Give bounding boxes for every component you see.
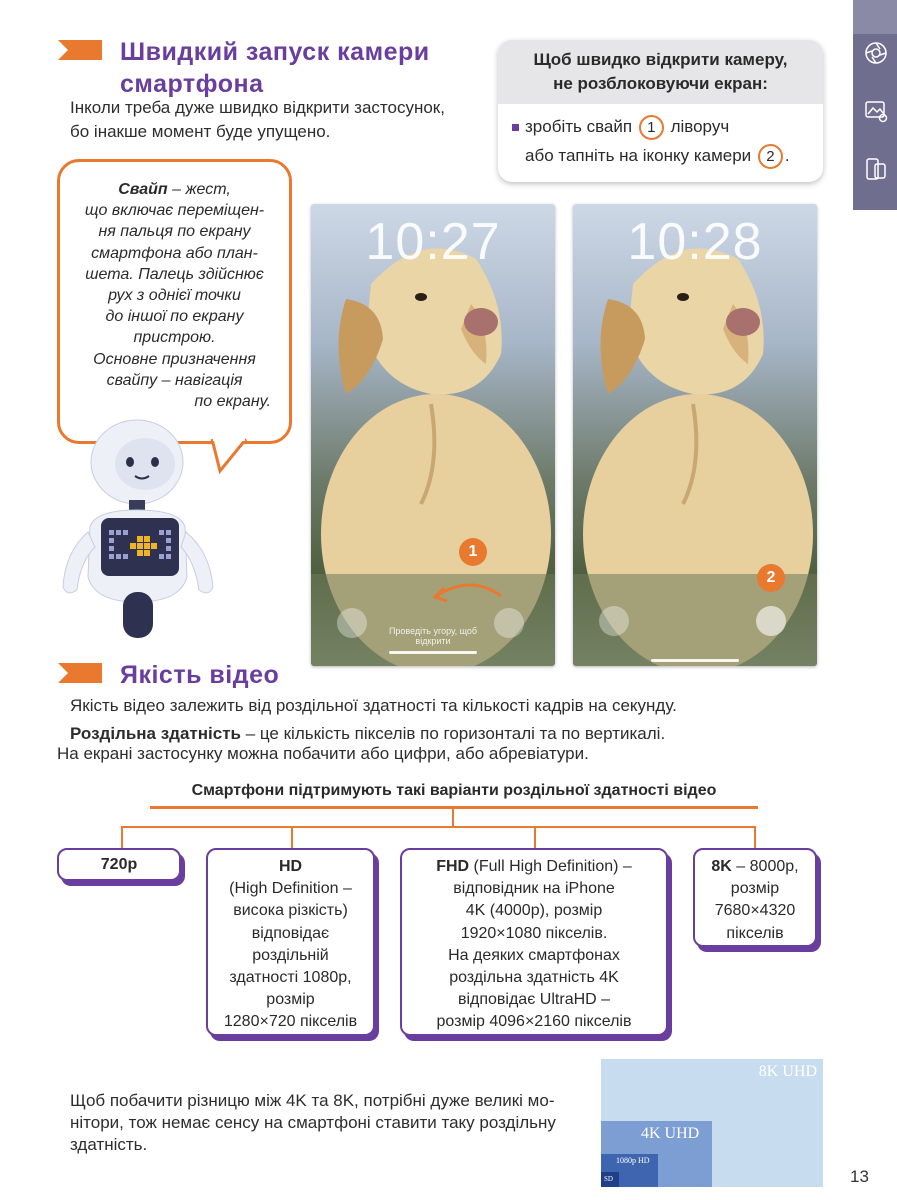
- tree-title: Смартфони підтримують такі варіанти роздільної здатності відео: [191, 782, 717, 799]
- video-quality-paragraph: [70, 694, 790, 718]
- tree-connector: [534, 826, 536, 848]
- definition-line: до іншої по екрану: [105, 308, 244, 326]
- paragraph-line: здатність.: [70, 1135, 148, 1154]
- camera-icon[interactable]: [756, 606, 786, 636]
- instruction-text: ліворуч: [670, 117, 730, 136]
- step-number-badge: 2: [758, 144, 783, 169]
- tree-branch: [121, 826, 755, 828]
- instruction-text: .: [784, 146, 790, 165]
- resolution-box-720p: [57, 848, 181, 881]
- dog-photo: [573, 204, 817, 666]
- paragraph-line: На екрані застосунку можна побачити або цифри, або абревіатури.: [57, 744, 589, 763]
- home-indicator[interactable]: [651, 659, 739, 662]
- label-hd: 1080p HD: [616, 1156, 650, 1165]
- definition-term: Свайп: [118, 181, 168, 198]
- page-number: 13: [850, 1167, 869, 1186]
- intro-paragraph: [70, 96, 445, 144]
- swipe-hint: Проведіть угору, щоб відкрити: [388, 626, 478, 646]
- resolution-name: FHD: [436, 858, 470, 875]
- section-title: Якість відео: [120, 661, 280, 689]
- camera-aperture-icon: [863, 40, 889, 66]
- definition-line: – жест,: [167, 181, 231, 198]
- resolution-comparison-graphic: [601, 1059, 823, 1187]
- resolution-line: пікселів: [726, 924, 784, 942]
- instruction-text: або тапніть на іконку камери: [525, 146, 752, 165]
- resolution-line: роздільна здатність 4K: [449, 969, 619, 987]
- instruction-step-line: [512, 114, 823, 140]
- resolution-line: висока різкість): [233, 902, 348, 920]
- paragraph-line: Щоб побачити різницю між 4K та 8K, потрібні дуже великі мо-: [70, 1091, 555, 1110]
- resolution-line: розмір: [266, 991, 315, 1009]
- section-title: [120, 36, 430, 100]
- flashlight-icon[interactable]: [599, 606, 629, 636]
- footer-paragraph: [70, 1090, 590, 1156]
- tap-step-badge: 2: [757, 564, 785, 592]
- tree-connector: [754, 826, 756, 848]
- resolution-box-fhd: [400, 848, 668, 1036]
- resolution-line: 4K (4000p), розмір: [465, 902, 603, 920]
- resolution-paragraph-cont: [57, 742, 817, 766]
- lockscreen-screenshot-1: [311, 204, 555, 666]
- instruction-heading-line: Щоб швидко відкрити камеру,: [533, 50, 788, 69]
- resolution-line: роздільній: [252, 946, 329, 964]
- resolution-line: 1920×1080 пікселів.: [460, 924, 608, 942]
- label-sd: SD: [604, 1175, 613, 1183]
- definition-line: пристрою.: [133, 329, 216, 347]
- resolution-box-8k: [693, 848, 817, 947]
- tree-connector: [452, 808, 454, 826]
- lockscreen-screenshot-2: [573, 204, 817, 666]
- image-search-icon: [863, 98, 889, 124]
- phone-tablet-icon: [863, 156, 889, 182]
- paragraph-line: Якість відео залежить від роздільної здатності та кількості кадрів на секунду.: [70, 696, 677, 715]
- active-tab: [853, 0, 897, 34]
- section-title-line: Швидкий запуск камери: [120, 38, 430, 66]
- tree-connector: [291, 826, 293, 848]
- resolution-line: відповідає UltraHD –: [457, 991, 611, 1009]
- paragraph-line: нітори, тож немає сенсу на смартфоні ставити таку роздільну: [70, 1113, 556, 1132]
- resolution-line: На деяких смартфонах: [448, 946, 620, 964]
- resolution-line: відповідник на iPhone: [453, 880, 615, 898]
- instruction-card: [498, 40, 823, 182]
- intro-line: бо інакше момент буде упущено.: [70, 122, 331, 141]
- lockscreen-clock: 10:27: [365, 213, 501, 271]
- resolution-name: HD: [278, 858, 303, 875]
- definition-line: що включає переміщен-: [84, 202, 265, 220]
- section-marker-icon: [58, 663, 102, 683]
- intro-line: Інколи треба дуже швидко відкрити застосунок,: [70, 98, 445, 117]
- definition-line: по екрану.: [194, 393, 271, 411]
- label-8k: 8K UHD: [758, 1063, 817, 1080]
- definition-text: [60, 162, 289, 412]
- definition-line: смартфона або план-: [91, 244, 258, 262]
- instruction-step-line: [512, 143, 823, 169]
- section-title-line: смартфона: [120, 70, 264, 98]
- label-4k: 4K UHD: [641, 1125, 700, 1142]
- resolution-name: 8K: [711, 858, 732, 875]
- resolution-line: відповідає: [251, 924, 330, 942]
- resolution-line: (High Definition –: [229, 880, 352, 898]
- resolution-line: розмір 4096×2160 пікселів: [436, 1013, 632, 1031]
- tree-underline: [150, 806, 758, 809]
- tree-connector: [121, 826, 123, 848]
- dog-photo: [311, 204, 555, 666]
- definition-line: Основне призначення: [93, 350, 256, 368]
- resolution-term: Роздільна здатність: [70, 724, 241, 743]
- resolution-name: 720p: [100, 856, 138, 873]
- definition-bubble: [57, 159, 292, 444]
- resolution-box-hd: [206, 848, 375, 1036]
- robot-mascot-icon: [55, 412, 220, 644]
- instruction-heading: [498, 40, 823, 104]
- bullet-icon: [512, 124, 519, 131]
- resolution-line: (Full High Definition) –: [469, 858, 632, 875]
- step-number-badge: 1: [639, 115, 664, 140]
- resolution-line: – 8000p,: [731, 858, 799, 875]
- resolution-line: розмір: [730, 880, 780, 898]
- lockscreen-clock: 10:28: [627, 213, 763, 271]
- chapter-side-tabs: [853, 0, 897, 210]
- resolution-line: здатності 1080p,: [229, 969, 352, 987]
- instruction-heading-line: не розблоковуючи екран:: [553, 74, 768, 93]
- instruction-text: зробіть свайп: [525, 117, 633, 136]
- resolution-line: 1280×720 пікселів: [223, 1013, 358, 1031]
- swipe-step-badge: 1: [459, 538, 487, 566]
- definition-line: свайпу – навігація: [106, 371, 243, 389]
- instruction-body: [498, 104, 823, 169]
- resolution-line: 7680×4320: [714, 902, 796, 920]
- definition-line: ня пальця по екрану: [98, 223, 251, 241]
- section-marker-icon: [58, 40, 102, 60]
- paragraph-text: – це кількість пікселів по горизонталі та по вертикалі.: [240, 724, 666, 743]
- definition-line: рух з однієї точки: [108, 287, 241, 305]
- home-indicator[interactable]: [389, 651, 477, 654]
- definition-line: шета. Палець здійснює: [85, 265, 264, 283]
